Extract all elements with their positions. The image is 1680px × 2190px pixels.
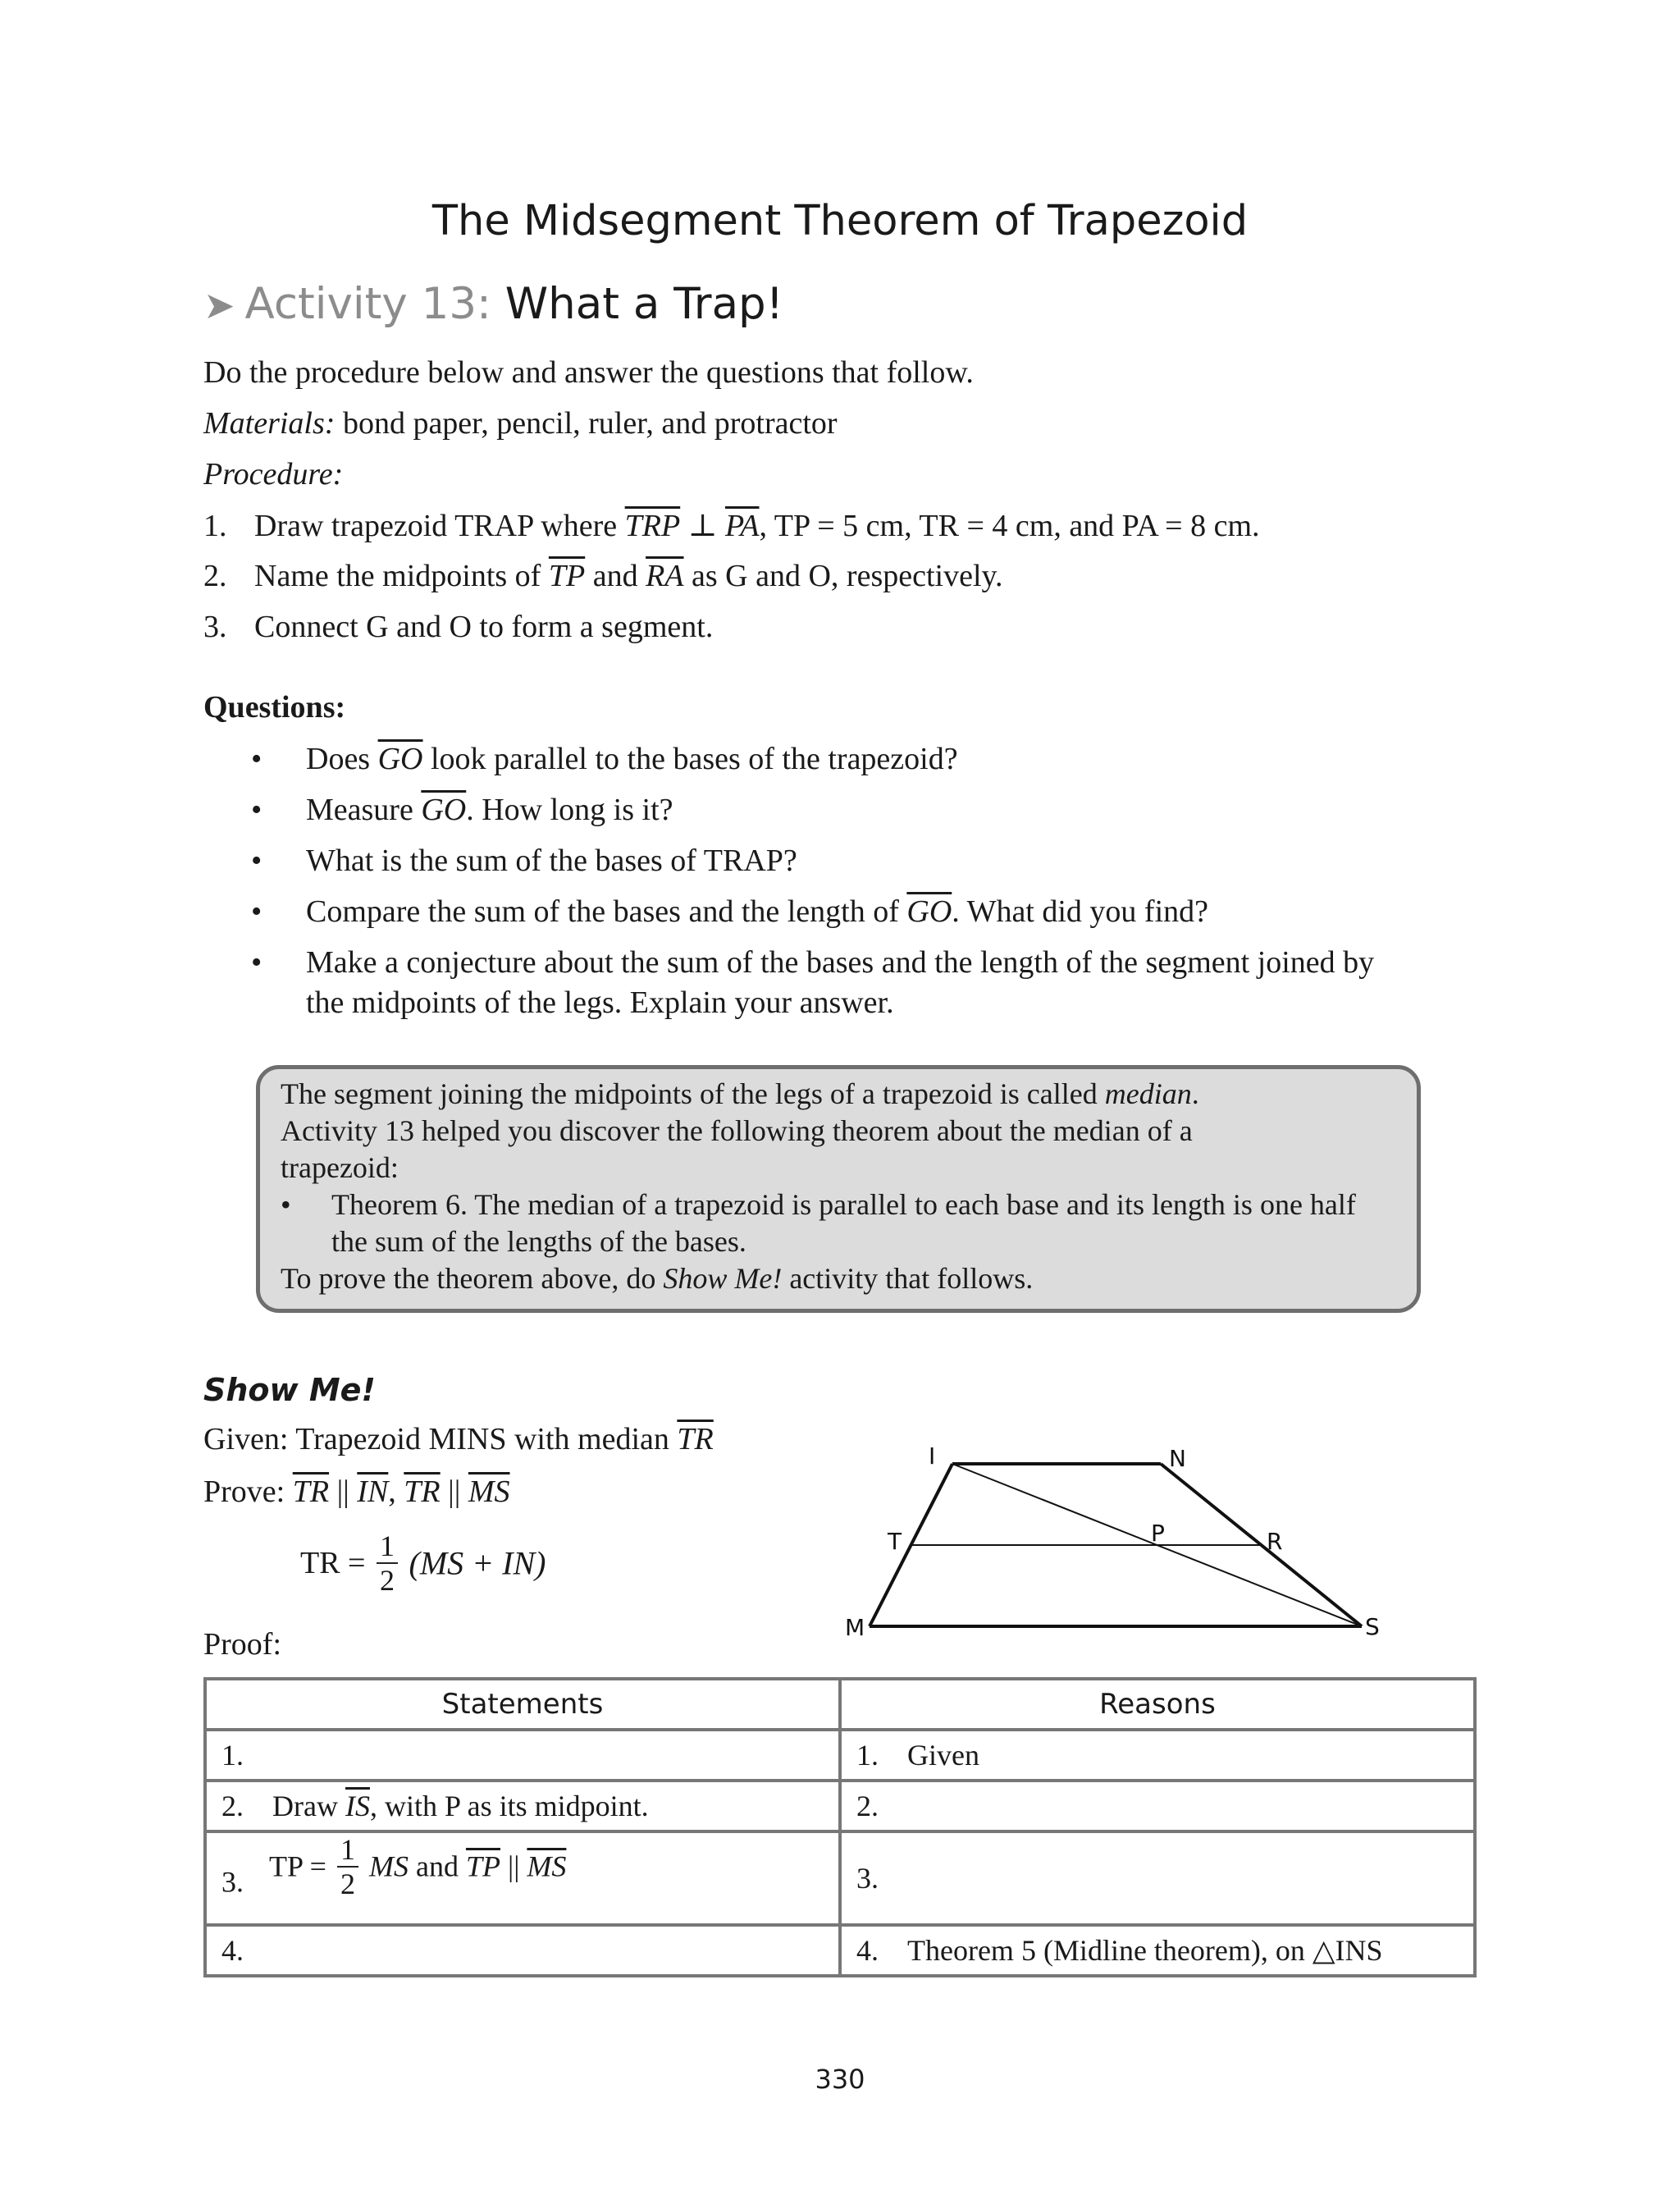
questions-label: Questions: bbox=[203, 690, 346, 725]
row-number: 2. bbox=[856, 1790, 879, 1822]
table-row bbox=[205, 1831, 1475, 1925]
statement-text: , with P as its midpoint. bbox=[369, 1790, 649, 1822]
question-5-line-1: Make a conjecture about the sum of the bases and the length of the segment joined by bbox=[306, 945, 1375, 980]
trapezoid-diagram bbox=[845, 1436, 1419, 1649]
step-text: Connect G and O to form a segment. bbox=[254, 610, 714, 644]
statement-text: and bbox=[408, 1850, 466, 1883]
box-line-6 bbox=[281, 1261, 1033, 1296]
vertex-label-n: N bbox=[1169, 1445, 1186, 1472]
box-text: To prove the theorem above, do bbox=[281, 1262, 656, 1295]
question-text: Compare the sum of the bases and the length of bbox=[306, 894, 899, 929]
question-text: Does bbox=[306, 742, 371, 776]
segment-is: $\overline{IS}$ bbox=[345, 1790, 370, 1822]
row-number: 1. bbox=[221, 1739, 244, 1772]
comma: , bbox=[388, 1474, 396, 1509]
box-line-3: trapezoid: bbox=[281, 1151, 399, 1184]
procedure-label: Procedure: bbox=[203, 457, 344, 491]
segment-tr: $\overline{TR}$ bbox=[404, 1474, 441, 1509]
activity-label: Activity 13: bbox=[244, 279, 491, 329]
question-3: What is the sum of the bases of TRAP? bbox=[306, 844, 797, 878]
step-number: 2. bbox=[203, 559, 227, 593]
row-number: 4. bbox=[856, 1934, 879, 1967]
segment-go: $\overline{GO}$ bbox=[906, 894, 952, 929]
box-text: . bbox=[1191, 1077, 1199, 1110]
statement-text: Draw bbox=[272, 1790, 338, 1822]
question-2 bbox=[306, 792, 673, 828]
triangle-icon: △ bbox=[1312, 1934, 1335, 1967]
reason-cell bbox=[840, 1925, 1475, 1976]
row-number: 4. bbox=[221, 1934, 244, 1967]
segment-trp: $\overline{TRP}$ bbox=[624, 509, 681, 543]
segment-in: $\overline{IN}$ bbox=[357, 1474, 389, 1509]
reason-text: Theorem 5 (Midline theorem), on bbox=[907, 1934, 1305, 1967]
reason-text: Given bbox=[907, 1739, 979, 1772]
formula-lhs: TP = bbox=[269, 1850, 326, 1883]
vertex-label-s: S bbox=[1365, 1613, 1380, 1640]
row-number: 2. bbox=[221, 1790, 244, 1822]
page-number: 330 bbox=[815, 2064, 865, 2095]
box-text: activity that follows. bbox=[789, 1262, 1034, 1295]
statement-ms: MS bbox=[368, 1850, 409, 1883]
step-number: 1. bbox=[203, 509, 227, 543]
formula bbox=[300, 1531, 546, 1595]
parallel-symbol: || bbox=[507, 1850, 520, 1883]
box-theorem-line-2: the sum of the lengths of the bases. bbox=[331, 1225, 746, 1258]
intro-text: Do the procedure below and answer the questions that follow. bbox=[203, 355, 974, 390]
formula-expression: (MS + IN) bbox=[409, 1544, 546, 1582]
question-text-rest: . What did you find? bbox=[952, 894, 1209, 929]
page-title: The Midsegment Theorem of Trapezoid bbox=[431, 197, 1249, 245]
header-reasons: Reasons bbox=[840, 1679, 1475, 1730]
point-label-p: P bbox=[1151, 1520, 1165, 1547]
reason-cell bbox=[840, 1781, 1475, 1831]
bullet: • bbox=[251, 894, 262, 929]
box-text: The segment joining the midpoints of the legs of a trapezoid is called bbox=[281, 1077, 1098, 1110]
arrow-icon: ➤ bbox=[203, 283, 235, 327]
bullet: • bbox=[251, 793, 262, 827]
table-row bbox=[205, 1781, 1475, 1831]
parallel-symbol: || bbox=[448, 1474, 461, 1509]
segment-tr: $\overline{TR}$ bbox=[292, 1474, 330, 1509]
show-me-heading: Show Me! bbox=[203, 1372, 376, 1408]
statement-cell bbox=[205, 1925, 840, 1976]
point-label-t: T bbox=[888, 1528, 902, 1555]
box-line-1 bbox=[281, 1077, 1199, 1111]
segment-pa: $\overline{PA}$ bbox=[724, 509, 760, 543]
row-number: 1. bbox=[856, 1739, 879, 1772]
given-line bbox=[203, 1421, 714, 1457]
step-text: Draw trapezoid TRAP where bbox=[254, 509, 618, 543]
question-text-rest: look parallel to the bases of the trapezoid? bbox=[431, 742, 958, 776]
materials-text: bond paper, pencil, ruler, and protractor bbox=[342, 406, 838, 441]
question-4 bbox=[306, 894, 1208, 930]
step-text-rest: as G and O, respectively. bbox=[692, 559, 1003, 593]
statement-formula bbox=[269, 1833, 567, 1900]
step-text-and: and bbox=[592, 559, 638, 593]
median-term: median bbox=[1104, 1077, 1192, 1110]
table-row bbox=[205, 1730, 1475, 1781]
denominator: 2 bbox=[340, 1868, 355, 1900]
bullet: • bbox=[281, 1188, 291, 1221]
row-number: 3. bbox=[856, 1862, 879, 1895]
prove-line bbox=[203, 1474, 510, 1510]
procedure-step-1 bbox=[203, 507, 1260, 544]
materials-line bbox=[203, 405, 838, 441]
box-line-2: Activity 13 helped you discover the following theorem about the median of a bbox=[281, 1114, 1193, 1147]
segment-ms: $\overline{MS}$ bbox=[468, 1474, 510, 1509]
row-number: 3. bbox=[221, 1865, 244, 1899]
perpendicular-symbol: ⊥ bbox=[687, 509, 718, 543]
reason-cell bbox=[840, 1831, 1475, 1925]
step-number: 3. bbox=[203, 610, 227, 644]
table-row bbox=[205, 1925, 1475, 1976]
statement-cell bbox=[205, 1781, 840, 1831]
show-me-reference: Show Me! bbox=[663, 1262, 783, 1295]
prove-label: Prove: bbox=[203, 1474, 285, 1509]
denominator: 2 bbox=[380, 1564, 395, 1597]
question-text: Measure bbox=[306, 793, 413, 827]
numerator: 1 bbox=[377, 1531, 398, 1564]
statement-cell bbox=[205, 1831, 840, 1925]
segment-ms: $\overline{MS}$ bbox=[527, 1850, 567, 1883]
segment-tp: $\overline{TP}$ bbox=[548, 559, 586, 593]
bullet: • bbox=[251, 945, 262, 980]
activity-name: What a Trap! bbox=[504, 279, 783, 329]
formula-lhs: TR = bbox=[300, 1546, 366, 1580]
point-label-r: R bbox=[1267, 1528, 1283, 1555]
statement-cell bbox=[205, 1730, 840, 1781]
question-text-rest: . How long is it? bbox=[466, 793, 673, 827]
table-header-row bbox=[205, 1679, 1475, 1730]
proof-label: Proof: bbox=[203, 1627, 281, 1662]
question-1 bbox=[306, 741, 958, 777]
procedure-step-3 bbox=[203, 609, 713, 645]
vertex-label-m: M bbox=[845, 1614, 865, 1641]
step-text-rest: , TP = 5 cm, TR = 4 cm, and PA = 8 cm. bbox=[759, 509, 1260, 543]
bullet: • bbox=[251, 742, 262, 776]
numerator: 1 bbox=[337, 1835, 358, 1868]
vertex-label-i: I bbox=[929, 1442, 936, 1470]
segment-go: $\overline{GO}$ bbox=[377, 742, 423, 776]
box-theorem-line-1: Theorem 6. The median of a trapezoid is parallel to each base and its length is one half bbox=[331, 1188, 1356, 1221]
reason-cell bbox=[840, 1730, 1475, 1781]
step-text: Name the midpoints of bbox=[254, 559, 541, 593]
segment-tp: $\overline{TP}$ bbox=[465, 1850, 500, 1883]
procedure-step-2 bbox=[203, 558, 1003, 594]
fraction-one-half bbox=[337, 1835, 358, 1899]
parallel-symbol: || bbox=[336, 1474, 349, 1509]
segment-ra: $\overline{RA}$ bbox=[646, 559, 684, 593]
question-5-line-2: the midpoints of the legs. Explain your answer. bbox=[306, 985, 894, 1020]
segment-tr: $\overline{TR}$ bbox=[677, 1422, 714, 1456]
bullet: • bbox=[251, 844, 262, 878]
header-statements: Statements bbox=[205, 1679, 840, 1730]
fraction-one-half bbox=[377, 1531, 398, 1595]
activity-heading bbox=[203, 279, 783, 329]
given-label: Given: bbox=[203, 1422, 289, 1456]
segment-go: $\overline{GO}$ bbox=[421, 793, 467, 827]
reason-text: INS bbox=[1335, 1934, 1383, 1967]
proof-table bbox=[203, 1677, 1477, 1977]
given-text: Trapezoid MINS with median bbox=[295, 1422, 669, 1456]
materials-label: Materials: bbox=[203, 406, 336, 441]
